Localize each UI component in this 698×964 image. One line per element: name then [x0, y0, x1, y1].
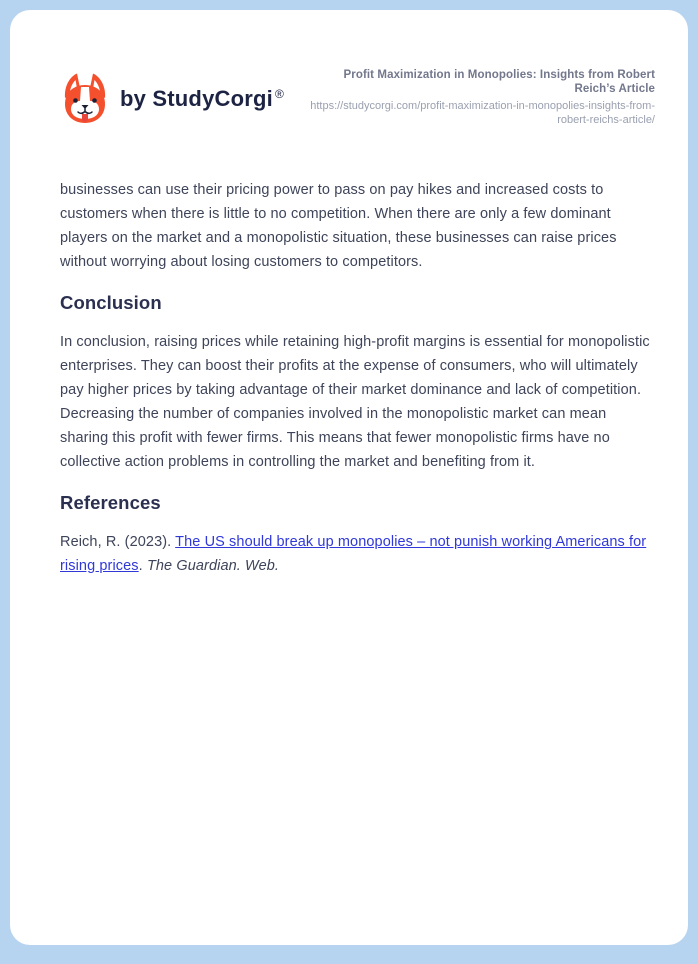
reference-citation — [60, 530, 655, 578]
intro-paragraph: businesses can use their pricing power to pass on pay hikes and increased costs to customers when there is little to no competition. When there are only a few dominant players on the market and a monopolistic situation, these businesses can raise prices without worrying about losing customers to competitors. — [60, 182, 617, 270]
document-title: Profit Maximization in Monopolies: Insights from Robert Reich’s Article — [343, 69, 655, 95]
citation-author-year: Reich, R. (2023). — [60, 534, 176, 550]
document-card — [10, 10, 688, 945]
article-content — [60, 178, 655, 578]
registered-trademark: ® — [274, 86, 284, 101]
document-meta — [307, 66, 655, 127]
corgi-icon — [60, 70, 110, 128]
citation-separator: . — [138, 558, 147, 574]
studycorgi-brand — [60, 70, 284, 128]
conclusion-paragraph: In conclusion, raising prices while retaining high-profit margins is essential for monopolistic enterprises. They can boost their profits at the expense of consumers, who will ultimately pay higher prices by taking advantage of their market dominance and lack of competition. Decreasing the number of companies involved in the monopolistic market can mean sharing this profit with fewer firms. This means that fewer monopolistic firms have no collective action problems in controlling the market and benefiting from it. — [60, 334, 650, 470]
document-url: https://studycorgi.com/profit-maximization-in-monopolies-insights-from-robert-reichs-article/ — [310, 100, 655, 126]
conclusion-heading: Conclusion — [60, 292, 162, 313]
reference-link[interactable]: The US should break up monopolies – not punish working Americans for rising prices — [60, 534, 647, 574]
references-heading: References — [60, 492, 161, 513]
brand-wordmark: by StudyCorgi ® — [120, 86, 284, 111]
citation-source: The Guardian. Web. — [146, 558, 280, 574]
document-header — [60, 66, 655, 128]
